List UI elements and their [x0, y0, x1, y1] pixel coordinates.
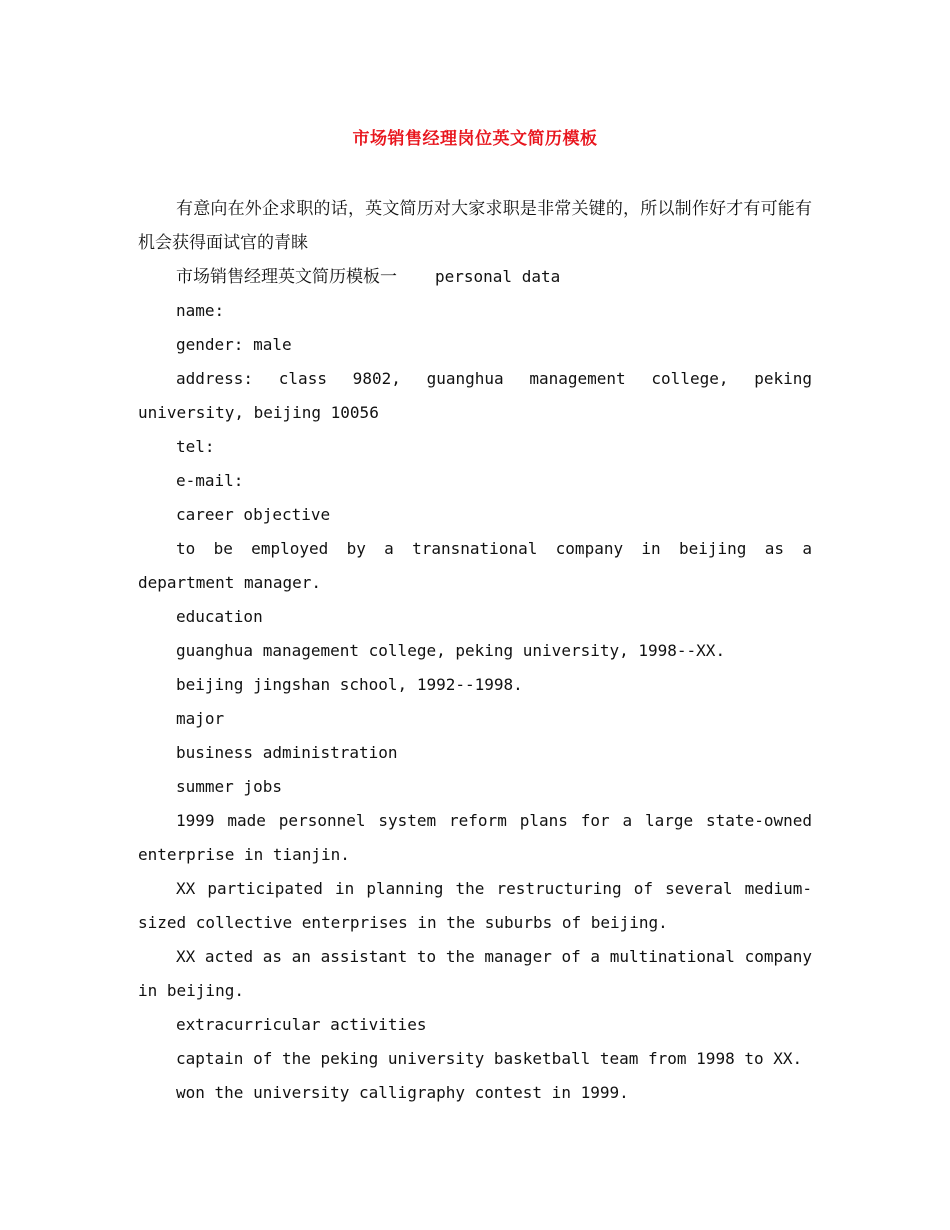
summer-job-3: XX acted as an assistant to the manager of a multinational company in beijing. [138, 947, 812, 1000]
name-line: name: [176, 301, 225, 320]
career-objective-text: to be employed by a transnational company in beijing as a department manager. [138, 539, 812, 592]
summer-job-2: XX participated in planning the restructuring of several medium-sized collective enterprises in the suburbs of beijing. [138, 879, 812, 932]
major-text: business administration [176, 743, 398, 762]
education-item-1: guanghua management college, peking university, 1998--XX. [176, 641, 726, 660]
education-heading: education [176, 607, 263, 626]
extracurricular-heading: extracurricular activities [176, 1015, 427, 1034]
education-item-2: beijing jingshan school, 1992--1998. [176, 675, 523, 694]
gender-line: gender: male [176, 335, 292, 354]
tel-line: tel: [176, 437, 215, 456]
summer-jobs-heading: summer jobs [176, 777, 282, 796]
personal-data-heading: personal data [435, 267, 561, 286]
template-label-line [138, 260, 812, 294]
document-title: 市场销售经理岗位英文简历模板 [352, 129, 598, 149]
extracurricular-item-2: won the university calligraphy contest in 1999. [176, 1083, 629, 1102]
email-line: e-mail: [176, 471, 244, 490]
address-line: address: class 9802, guanghua management college, peking university, beijing 10056 [138, 369, 812, 422]
intro-paragraph: 有意向在外企求职的话，英文简历对大家求职是非常关键的，所以制作好才有可能有机会获得面试官的青睐 [138, 199, 812, 253]
summer-job-1: 1999 made personnel system reform plans for a large state-owned enterprise in tianjin. [138, 811, 812, 864]
career-objective-heading: career objective [176, 505, 331, 524]
major-heading: major [176, 709, 225, 728]
extracurricular-item-1: captain of the peking university basketball team from 1998 to XX. [176, 1049, 803, 1068]
template-label: 市场销售经理英文简历模板一 [176, 267, 397, 287]
document-body [138, 192, 812, 1110]
